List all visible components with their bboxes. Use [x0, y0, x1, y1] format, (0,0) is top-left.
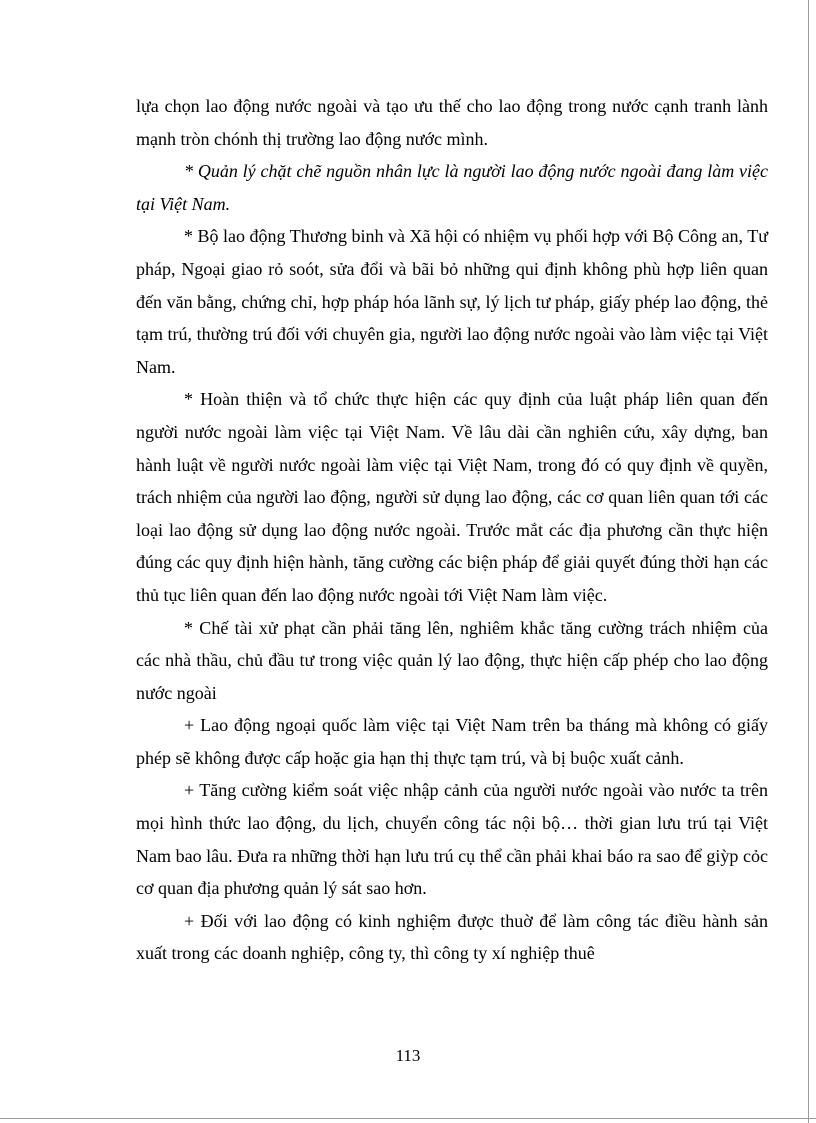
paragraph-legal-framework: * Hoàn thiện và tổ chức thực hiện các quy định của luật pháp liên quan đến người nước ngoài làm việc tại Việt Nam. Về lâu dài cần nghiên cứu, xây dựng, ban hành luật về người nước ngoài làm việc tại Việt Nam, trong đó có quy định về quyền, trách nhiệm của người lao động, người sử dụng lao động, các cơ quan liên quan tới các loại lao động sử dụng lao động nước ngoài. Trước mắt các địa phương cần thực hiện đúng các quy định hiện hành, tăng cường các biện pháp để giải quyết đúng thời hạn các thủ tục liên quan đến lao động nước ngoài tới Việt Nam làm việc. [136, 389, 768, 605]
page-edge-bottom [0, 1118, 816, 1119]
page-edge-right [808, 0, 809, 1123]
paragraph-continuation: lựa chọn lao động nước ngoài và tạo ưu thế cho lao động trong nước cạnh tranh lành mạnh tròn chónh thị trường lao động nước mình. [136, 96, 768, 149]
page-number: 113 [395, 1046, 421, 1065]
paragraph-entry-control: + Tăng cường kiểm soát việc nhập cảnh của người nước ngoài vào nước ta trên mọi hình thức lao động, du lịch, chuyển công tác nội bộ… thời gian lưu trú tại Việt Nam bao lâu. Đưa ra những thời hạn lưu trú cụ thể cần phải khai báo ra sao để giỳp cỏc cơ quan địa phương quản lý sát sao hơn. [136, 780, 768, 899]
body-text [136, 90, 768, 970]
paragraph-ministry-duties: * Bộ lao động Thương binh và Xã hội có nhiệm vụ phối hợp với Bộ Công an, Tư pháp, Ngoại giao rỏ soót, sửa đổi và bãi bỏ những qui định không phù hợp liên quan đến văn bằng, chứng chỉ, hợp pháp hóa lãnh sự, lý lịch tư pháp, giấy phép lao động, thẻ tạm trú, thường trú đối với chuyên gia, người lao động nước ngoài vào làm việc tại Việt Nam. [136, 226, 768, 377]
paragraph-work-permit: + Lao động ngoại quốc làm việc tại Việt Nam trên ba tháng mà không có giấy phép sẽ không được cấp hoặc gia hạn thị thực tạm trú, và bị buộc xuất cảnh. [136, 715, 768, 768]
paragraph-experienced-labor: + Đối với lao động có kinh nghiệm được thuờ để làm công tác điều hành sản xuất trong các doanh nghiệp, công ty, thì công ty xí nghiệp thuê [136, 910, 768, 964]
paragraph-heading-italic: * Quản lý chặt chẽ nguồn nhân lực là người lao động nước ngoài đang làm việc tại Việt Nam. [136, 161, 768, 214]
paragraph-sanctions: * Chế tài xử phạt cần phải tăng lên, nghiêm khắc tăng cường trách nhiệm của các nhà thầu, chủ đầu tư trong việc quản lý lao động, thực hiện cấp phép cho lao động nước ngoài [136, 617, 768, 703]
